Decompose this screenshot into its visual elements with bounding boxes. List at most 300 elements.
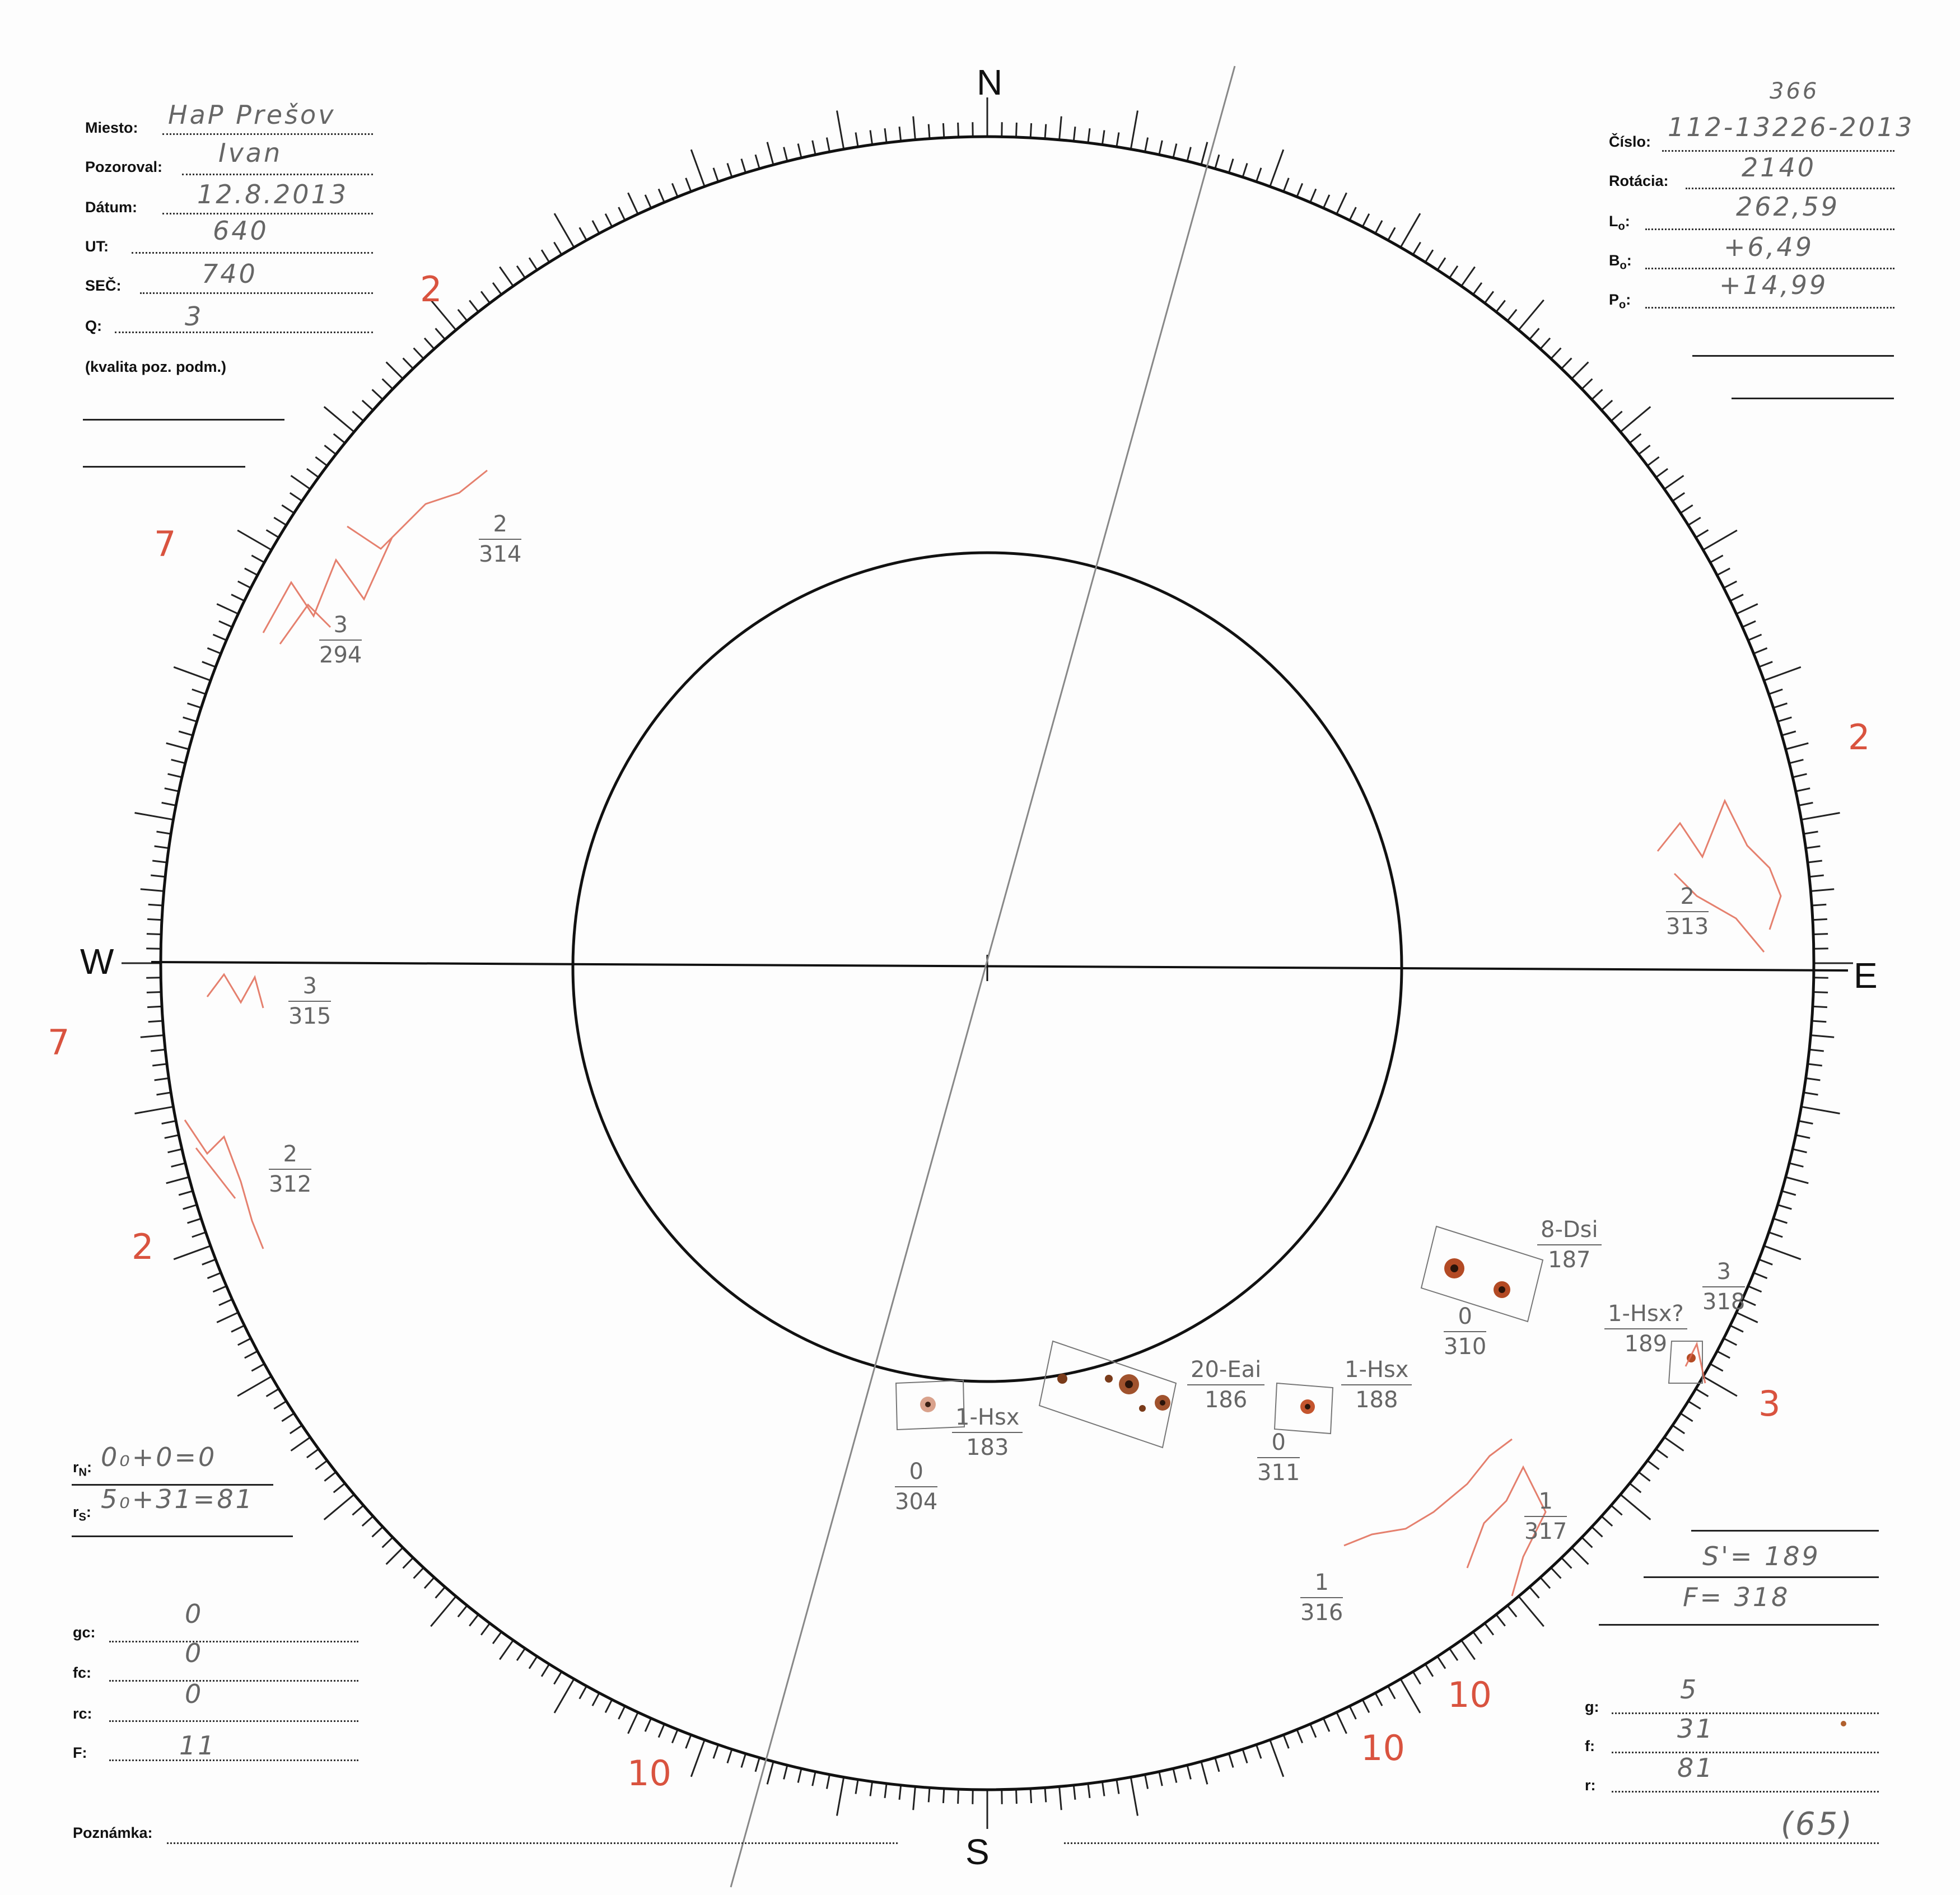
faculae-312 bbox=[185, 1120, 263, 1249]
limb-tick bbox=[307, 469, 319, 477]
poznamka-label: Poznámka: bbox=[73, 1824, 153, 1841]
limb-tick bbox=[424, 1577, 434, 1588]
limb-tick bbox=[414, 1568, 424, 1579]
limb-tick bbox=[619, 207, 625, 220]
limb-tick bbox=[1310, 189, 1316, 202]
limb-tick bbox=[1572, 1548, 1589, 1565]
ut-field-line bbox=[132, 252, 373, 254]
limb-tick bbox=[1074, 1785, 1075, 1800]
limb-tick bbox=[899, 127, 901, 141]
limb-tick bbox=[207, 1273, 221, 1278]
limb-tick bbox=[784, 1765, 787, 1779]
datum-label: Dátum: bbox=[85, 199, 137, 216]
limb-tick bbox=[1257, 1745, 1262, 1759]
limb-tick bbox=[1145, 138, 1148, 152]
limb-tick bbox=[192, 1233, 206, 1238]
summary-rule-3 bbox=[1599, 1624, 1879, 1626]
limb-tick bbox=[1806, 846, 1821, 848]
summary-rule-1 bbox=[1691, 1530, 1879, 1532]
limb-tick bbox=[1611, 412, 1622, 421]
miesto-label: Miesto: bbox=[85, 119, 138, 136]
limb-tick bbox=[500, 267, 513, 286]
limb-tick bbox=[1717, 1351, 1730, 1358]
limb-tick bbox=[767, 142, 773, 165]
limb-tick bbox=[1541, 1577, 1550, 1588]
limb-tick bbox=[1621, 1495, 1651, 1520]
lo-value: 262,59 bbox=[1736, 192, 1840, 222]
limb-tick bbox=[1681, 505, 1693, 513]
limb-tick bbox=[672, 1730, 678, 1743]
limb-tick bbox=[870, 1782, 872, 1796]
limb-tick bbox=[202, 1259, 216, 1264]
poznamka-field-line-2 bbox=[1064, 1842, 1879, 1844]
limb-tick bbox=[1806, 1078, 1821, 1080]
group-fraction: $\frac{2}{312}$ bbox=[269, 1140, 311, 1199]
limb-tick bbox=[1809, 1049, 1824, 1051]
limb-tick bbox=[1778, 717, 1792, 722]
limb-tick bbox=[135, 813, 174, 820]
limb-tick bbox=[1630, 434, 1641, 443]
limb-tick bbox=[403, 1558, 413, 1569]
limb-tick bbox=[1681, 1413, 1693, 1421]
limb-tick bbox=[1602, 1516, 1612, 1526]
bo-value: +6,49 bbox=[1724, 232, 1814, 262]
limb-tick bbox=[324, 407, 354, 432]
limb-tick bbox=[659, 189, 664, 202]
blank-line-2 bbox=[83, 466, 245, 468]
faculae-316 bbox=[1344, 1439, 1512, 1546]
limb-tick bbox=[1656, 1449, 1668, 1458]
limb-tick bbox=[1789, 760, 1803, 763]
limb-tick bbox=[237, 1376, 272, 1396]
limb-tick bbox=[1074, 127, 1075, 141]
sunspots bbox=[920, 1258, 1846, 1726]
limb-tick bbox=[1030, 123, 1031, 138]
limb-tick bbox=[713, 1745, 718, 1759]
limb-tick bbox=[1630, 1483, 1641, 1492]
limb-tick bbox=[1117, 1780, 1119, 1794]
kvalita-note: (kvalita poz. podm.) bbox=[85, 358, 227, 375]
limb-tick bbox=[147, 934, 161, 935]
limb-tick bbox=[1688, 517, 1701, 525]
limb-tick bbox=[1496, 300, 1505, 312]
limb-tick bbox=[1648, 457, 1659, 466]
miesto-value: HaP Prešov bbox=[168, 100, 336, 130]
limb-tick bbox=[1270, 1740, 1284, 1777]
limb-tick bbox=[943, 123, 944, 138]
group-fraction: $\frac{0}{310}$ bbox=[1444, 1302, 1486, 1361]
limb-tick bbox=[1813, 1006, 1827, 1007]
limb-tick bbox=[1201, 142, 1207, 165]
limb-tick bbox=[315, 1460, 327, 1469]
limb-tick bbox=[1774, 703, 1788, 708]
group-fraction: $\frac{2}{313}$ bbox=[1666, 882, 1709, 941]
limb-tick bbox=[192, 689, 206, 694]
limb-tick bbox=[147, 1006, 162, 1007]
limb-tick bbox=[147, 919, 162, 920]
limb-tick bbox=[672, 183, 678, 197]
limb-tick bbox=[813, 1772, 815, 1786]
limb-tick bbox=[580, 227, 587, 240]
limb-tick bbox=[1362, 214, 1369, 227]
limb-tick bbox=[1673, 493, 1685, 501]
group-fraction: $\frac{3}{318}$ bbox=[1702, 1257, 1745, 1317]
s-value: S'= 189 bbox=[1702, 1541, 1821, 1571]
limb-tick bbox=[1187, 1765, 1191, 1779]
limb-tick bbox=[157, 1093, 171, 1095]
limb-tick bbox=[1551, 348, 1561, 359]
limb-tick bbox=[628, 1712, 638, 1734]
limb-tick bbox=[1060, 1786, 1062, 1810]
group-fraction: $\frac{1}{316}$ bbox=[1300, 1568, 1343, 1627]
limb-tick bbox=[1796, 788, 1810, 791]
limb-tick bbox=[837, 111, 844, 150]
blank-line-right-1 bbox=[1692, 355, 1894, 357]
limb-tick bbox=[1519, 1597, 1544, 1627]
limb-tick bbox=[165, 1135, 179, 1138]
limb-tick bbox=[1639, 445, 1650, 454]
rotation-axis bbox=[731, 66, 1235, 1887]
limb-tick bbox=[1438, 258, 1445, 270]
limb-tick bbox=[619, 1706, 625, 1719]
limb-tick bbox=[1582, 379, 1593, 389]
limb-tick bbox=[1809, 875, 1824, 877]
limb-tick bbox=[324, 445, 336, 454]
limb-tick bbox=[1759, 662, 1772, 667]
north-label: N bbox=[977, 62, 1003, 102]
rotacia-value: 2140 bbox=[1742, 152, 1817, 183]
limb-tick bbox=[1350, 207, 1356, 220]
limb-tick bbox=[493, 1632, 501, 1644]
limb-tick bbox=[1639, 1472, 1650, 1481]
limb-tick bbox=[529, 1656, 537, 1669]
limb-tick bbox=[1582, 1537, 1593, 1547]
limb-tick bbox=[151, 1049, 165, 1051]
limb-tick bbox=[1748, 1286, 1762, 1292]
limb-tick bbox=[1688, 1401, 1701, 1409]
limb-tick bbox=[1496, 1614, 1505, 1626]
limb-tick bbox=[1799, 1121, 1813, 1124]
limb-tick bbox=[1724, 1338, 1737, 1345]
group-fraction: $\frac{3}{294}$ bbox=[319, 610, 362, 670]
spot-label: 1-Hsx 183 bbox=[952, 1403, 1023, 1462]
limb-tick bbox=[500, 1640, 513, 1659]
limb-tick bbox=[324, 1472, 336, 1481]
limb-tick bbox=[274, 1401, 286, 1409]
limb-tick bbox=[1703, 1376, 1737, 1396]
limb-tick bbox=[1742, 621, 1756, 627]
limb-tick bbox=[686, 1735, 691, 1748]
limb-tick bbox=[1664, 1437, 1683, 1451]
limb-tick bbox=[219, 1299, 232, 1305]
limb-tick bbox=[469, 300, 478, 312]
spot-label: 1-Hsx? 189 bbox=[1604, 1299, 1687, 1359]
datum-field-line bbox=[162, 213, 373, 214]
limb-tick bbox=[1375, 221, 1382, 234]
q-label: Q: bbox=[85, 318, 102, 334]
limb-tick bbox=[155, 846, 169, 848]
group-fraction: $\frac{2}{314}$ bbox=[479, 510, 521, 569]
limb-tick bbox=[1786, 743, 1809, 749]
limb-tick bbox=[713, 168, 718, 182]
limb-tick bbox=[1201, 1762, 1207, 1785]
q-field-line bbox=[115, 332, 373, 333]
limb-tick bbox=[217, 1313, 238, 1323]
limb-tick bbox=[605, 1700, 612, 1712]
limb-tick bbox=[659, 1724, 664, 1738]
limb-tick bbox=[1782, 731, 1796, 735]
south-label: S bbox=[965, 1832, 990, 1872]
limb-tick bbox=[152, 861, 167, 862]
gc-field-line bbox=[109, 1641, 358, 1642]
limb-tick bbox=[798, 144, 801, 158]
limb-tick bbox=[1673, 1425, 1685, 1434]
limb-tick bbox=[282, 505, 294, 513]
west-label: W bbox=[80, 941, 114, 982]
limb-tick bbox=[1401, 1679, 1420, 1713]
limb-tick bbox=[1696, 530, 1708, 537]
limb-tick bbox=[554, 213, 574, 248]
red-mark: 7 bbox=[48, 1022, 70, 1063]
limb-tick bbox=[813, 141, 815, 155]
f-total-value: 11 bbox=[179, 1730, 217, 1761]
pozoroval-label: Pozoroval: bbox=[85, 158, 163, 175]
gc-value: 0 bbox=[185, 1599, 204, 1629]
limb-tick bbox=[307, 1449, 319, 1458]
limb-tick bbox=[1810, 889, 1834, 892]
limb-tick bbox=[798, 1768, 801, 1782]
limb-tick bbox=[727, 164, 732, 178]
limb-tick bbox=[928, 1787, 930, 1802]
limb-tick bbox=[1173, 144, 1177, 158]
limb-tick bbox=[1270, 150, 1284, 186]
limb-tick bbox=[202, 662, 216, 667]
limb-tick bbox=[517, 1649, 525, 1661]
limb-tick bbox=[1786, 1177, 1809, 1183]
limb-tick bbox=[168, 774, 182, 777]
rotacia-field-line bbox=[1686, 188, 1894, 189]
limb-tick bbox=[1664, 475, 1683, 489]
limb-tick bbox=[135, 1107, 174, 1113]
limb-tick bbox=[645, 1718, 651, 1731]
limb-tick bbox=[493, 283, 501, 295]
limb-tick bbox=[174, 1246, 211, 1259]
rs-label: $r_S$: bbox=[73, 1504, 91, 1524]
limb-tick bbox=[372, 1527, 383, 1537]
limb-tick bbox=[1541, 338, 1550, 349]
limb-tick bbox=[885, 1784, 886, 1798]
limb-tick bbox=[1813, 934, 1828, 935]
limb-tick bbox=[1485, 291, 1494, 303]
po-value: +14,99 bbox=[1719, 270, 1828, 300]
limb-tick bbox=[291, 1437, 310, 1451]
limb-tick bbox=[784, 147, 787, 161]
limb-tick bbox=[183, 1205, 197, 1210]
pozoroval-value: Ivan bbox=[218, 138, 283, 168]
datum-value: 12.8.2013 bbox=[197, 179, 349, 209]
east-west-axis bbox=[151, 962, 1848, 970]
limb-tick bbox=[245, 568, 258, 575]
limb-tick bbox=[207, 648, 221, 654]
limb-tick bbox=[424, 338, 434, 349]
limb-tick bbox=[1759, 1259, 1772, 1264]
limb-tick bbox=[1592, 1527, 1603, 1537]
limb-tick bbox=[231, 595, 244, 601]
cislo-label: Číslo: bbox=[1609, 133, 1651, 150]
group-fraction: $\frac{3}{315}$ bbox=[288, 972, 331, 1031]
limb-tick bbox=[529, 258, 537, 270]
g-label: g: bbox=[1585, 1698, 1599, 1715]
rs-value: 5₀+31=81 bbox=[101, 1484, 254, 1514]
limb-tick bbox=[1812, 1021, 1826, 1022]
ut-value: 640 bbox=[213, 216, 269, 246]
limb-tick bbox=[1473, 283, 1482, 295]
limb-tick bbox=[1045, 1787, 1046, 1802]
limb-tick bbox=[290, 493, 302, 501]
limb-tick bbox=[334, 434, 345, 443]
limb-tick bbox=[580, 1686, 587, 1699]
limb-tick bbox=[1159, 141, 1162, 155]
g-value: 5 bbox=[1680, 1674, 1699, 1705]
rs-rule bbox=[72, 1535, 293, 1537]
spot-label: 1-Hsx 188 bbox=[1341, 1355, 1412, 1415]
limb-tick bbox=[386, 1548, 403, 1565]
limb-tick bbox=[1769, 1233, 1783, 1238]
po-field-line bbox=[1645, 307, 1894, 309]
limb-tick bbox=[174, 667, 211, 680]
rn-value: 0₀+0=0 bbox=[101, 1442, 217, 1472]
rc-field-line bbox=[109, 1720, 358, 1722]
f-field-line bbox=[1612, 1752, 1879, 1753]
limb-tick bbox=[290, 1425, 302, 1434]
group-fraction: $\frac{1}{317}$ bbox=[1524, 1487, 1567, 1546]
limb-tick bbox=[1310, 1724, 1316, 1738]
limb-tick bbox=[1551, 1568, 1561, 1579]
limb-tick bbox=[1810, 1035, 1834, 1038]
limb-tick bbox=[1621, 407, 1651, 432]
limb-tick bbox=[856, 1780, 858, 1794]
limb-tick bbox=[741, 159, 746, 173]
limb-tick bbox=[1561, 1558, 1571, 1569]
limb-tick bbox=[827, 1775, 829, 1789]
limb-tick bbox=[1088, 128, 1090, 143]
limb-tick bbox=[554, 1672, 561, 1684]
limb-tick bbox=[1519, 300, 1544, 330]
red-mark: 2 bbox=[132, 1226, 154, 1267]
limb-tick bbox=[1813, 992, 1828, 993]
limb-tick bbox=[870, 130, 872, 145]
limb-tick bbox=[1462, 1640, 1475, 1659]
red-mark: 2 bbox=[1848, 717, 1870, 758]
limb-tick bbox=[958, 1789, 959, 1804]
limb-tick bbox=[148, 904, 163, 906]
limb-tick bbox=[219, 621, 232, 627]
limb-tick bbox=[148, 1021, 163, 1022]
limb-tick bbox=[1696, 1389, 1708, 1396]
limb-tick bbox=[1215, 1758, 1219, 1772]
limb-tick bbox=[162, 1121, 176, 1124]
bo-field-line bbox=[1645, 268, 1894, 269]
poznamka-field-line bbox=[167, 1842, 898, 1844]
spot-label: 8-Dsi 187 bbox=[1537, 1215, 1602, 1275]
limb-tick bbox=[1375, 1693, 1382, 1706]
limb-tick bbox=[168, 1149, 182, 1152]
limb-tick bbox=[1796, 1135, 1810, 1138]
limb-tick bbox=[213, 634, 226, 640]
limb-tick bbox=[686, 178, 691, 192]
limb-tick bbox=[1159, 1772, 1162, 1786]
limb-tick bbox=[691, 150, 704, 186]
rotacia-label: Rotácia: bbox=[1609, 172, 1669, 189]
limb-tick bbox=[1257, 168, 1262, 182]
limb-tick bbox=[1297, 1730, 1303, 1743]
limb-tick bbox=[645, 195, 651, 208]
limb-tick bbox=[171, 1163, 185, 1166]
limb-tick bbox=[727, 1749, 732, 1763]
f-total-field-line bbox=[109, 1759, 358, 1761]
limb-tick bbox=[386, 362, 403, 379]
limb-tick bbox=[431, 1597, 456, 1627]
limb-tick bbox=[155, 1078, 169, 1080]
f-total-label: F: bbox=[73, 1744, 87, 1761]
limb-tick bbox=[1297, 183, 1303, 197]
limb-tick bbox=[1592, 390, 1603, 400]
limb-tick bbox=[1730, 1325, 1743, 1332]
rc-label: rc: bbox=[73, 1705, 92, 1722]
limb-tick bbox=[1187, 147, 1191, 161]
limb-tick bbox=[166, 1177, 189, 1183]
limb-tick bbox=[481, 1623, 490, 1635]
limb-tick bbox=[605, 214, 612, 227]
limb-tick bbox=[837, 1777, 844, 1816]
red-mark: 7 bbox=[154, 524, 176, 564]
faculae-315 bbox=[207, 974, 263, 1008]
limb-tick bbox=[592, 1693, 599, 1706]
limb-tick bbox=[179, 731, 193, 735]
limb-tick bbox=[1648, 1460, 1659, 1469]
limb-tick bbox=[1323, 195, 1329, 208]
limb-tick bbox=[238, 1338, 251, 1345]
limb-tick bbox=[1243, 1749, 1247, 1763]
limb-tick bbox=[913, 1786, 916, 1810]
limb-tick bbox=[1710, 1364, 1723, 1371]
limb-tick bbox=[1656, 469, 1668, 477]
pozoroval-field-line bbox=[182, 174, 373, 175]
limb-tick bbox=[1229, 159, 1234, 173]
limb-tick bbox=[372, 390, 383, 400]
limb-tick bbox=[1117, 133, 1119, 147]
po-label: $P_o$: bbox=[1609, 291, 1631, 311]
limb-tick bbox=[1485, 1623, 1494, 1635]
east-label: E bbox=[1854, 955, 1878, 996]
limb-tick bbox=[188, 703, 202, 708]
limb-tick bbox=[1145, 1775, 1148, 1789]
limb-tick bbox=[267, 1389, 279, 1396]
limb-tick bbox=[1793, 774, 1807, 777]
limb-tick bbox=[1799, 802, 1813, 805]
limb-tick bbox=[554, 1679, 574, 1713]
limb-tick bbox=[458, 1605, 467, 1617]
limb-tick bbox=[1703, 530, 1737, 550]
limb-tick bbox=[1764, 667, 1801, 680]
limb-tick bbox=[1754, 648, 1767, 654]
limb-tick bbox=[1337, 1712, 1347, 1734]
limb-tick bbox=[1813, 919, 1827, 920]
red-mark: 2 bbox=[420, 269, 442, 310]
limb-tick bbox=[1508, 1605, 1516, 1617]
limb-tick bbox=[1088, 1784, 1090, 1798]
group-fraction: $\frac{0}{311}$ bbox=[1257, 1428, 1300, 1487]
